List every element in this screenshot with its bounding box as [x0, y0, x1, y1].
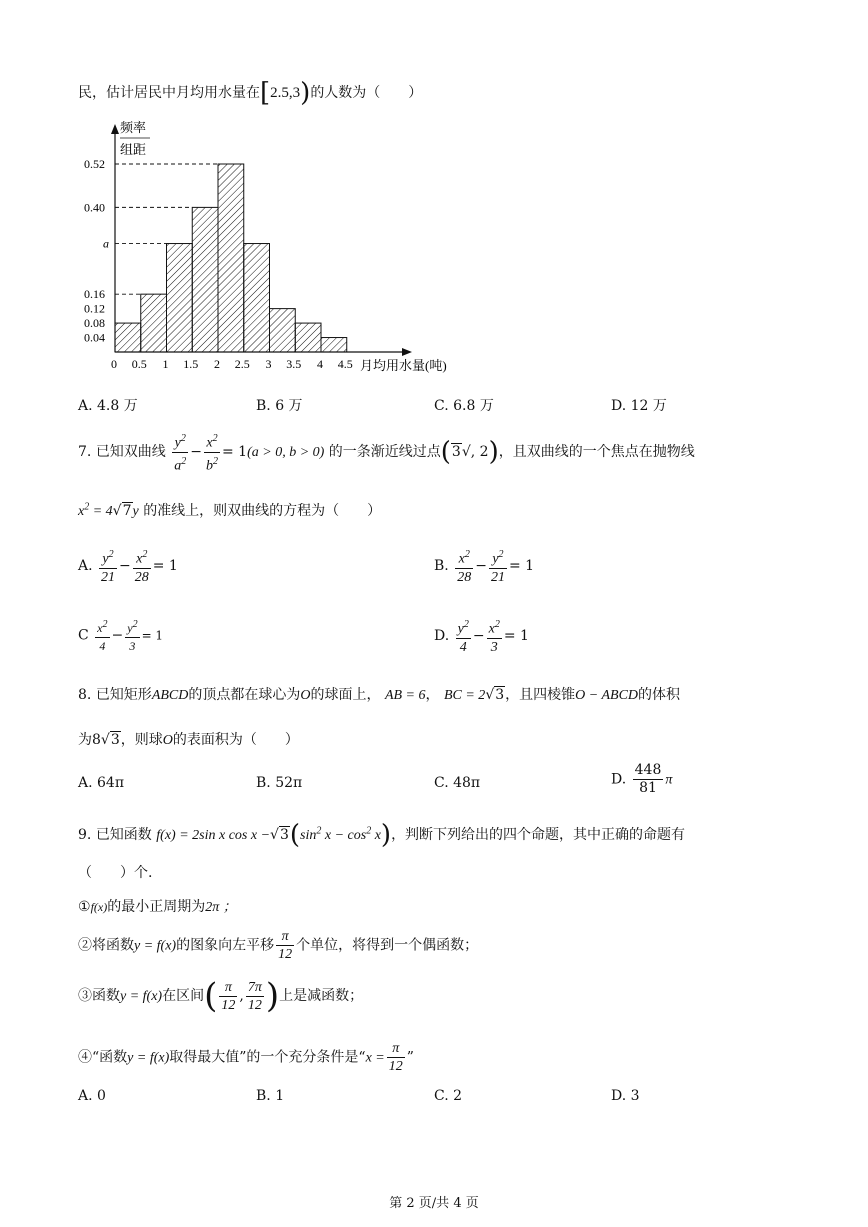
q6-option-d: D. 12 万	[611, 398, 667, 414]
q9-option-a: A. 0	[78, 1088, 106, 1104]
q7-text3: ，且双曲线的一个焦点在抛物线	[498, 444, 695, 461]
histogram-bar	[167, 244, 193, 352]
histogram-bar	[295, 323, 321, 352]
histogram-bar	[321, 338, 347, 352]
q7-option-d: D. $\frac{y^2}{4}$ − $\frac{x^2}{3}$ = 1	[434, 616, 529, 656]
histogram-chart	[70, 116, 447, 378]
q9-option-d: D. 3	[611, 1088, 640, 1104]
x-tick-label: 2	[214, 357, 220, 371]
q6-stem-prefix: 民，估计居民中月均用水量在	[78, 85, 260, 101]
histogram-bar	[244, 244, 270, 352]
x-tick-label: 0.5	[131, 357, 147, 371]
histogram-bar	[115, 323, 141, 352]
x-tick-label: 1	[162, 357, 169, 371]
q6-stem: 民，估计居民中月均用水量在[2.5,3)的人数为（ ）	[78, 78, 423, 108]
q8-number: 8.	[78, 687, 92, 703]
y-tick-label: 0.40	[84, 200, 105, 215]
q6-option-c: C. 6.8 万	[434, 398, 494, 414]
y-tick-label: 0.16	[84, 287, 105, 302]
y-label-top: 频率	[120, 120, 147, 135]
q9-number: 9.	[78, 827, 92, 843]
y-tick-label: 0.08	[84, 316, 105, 331]
y-tick-label: a	[103, 236, 109, 251]
q9-statement-2: ②将函数y = f(x)的图象向左平移 $\frac{\pi}{12}$ 个单位，将得到一个偶函数；	[78, 929, 479, 962]
q9-option-b: B. 1	[256, 1088, 285, 1104]
x-tick-label: 3	[265, 357, 272, 371]
q8-line1: 8. 已知矩形ABCD的顶点都在球心为O的球面上， AB = 6， BC = 2√3，且四棱锥O − ABCD的体积	[78, 687, 681, 703]
q7-line2: $x^2 = 4√7y$ 的准线上，则双曲线的方程为（ ）	[78, 501, 382, 519]
q7-option-c: C $\frac{x^2}{4}$ − $\frac{y^2}{3}$ = 1	[78, 616, 163, 655]
q7-eq-frac1: $\frac{y^2}{a^2}$	[172, 430, 188, 474]
q8-line2: 为8√3，则球O的表面积为（ ）	[78, 732, 299, 748]
y-tick-label: 0.04	[84, 330, 105, 345]
q6-option-b: B. 6 万	[256, 398, 303, 414]
y-axis-arrow	[111, 124, 119, 134]
q7-number: 7.	[78, 444, 92, 461]
q8-option-a: A. 64π	[78, 775, 125, 791]
q9-statement-1: ①f(x)的最小正周期为2π ；	[78, 899, 237, 915]
x-axis-arrow	[402, 348, 412, 356]
histogram-bar	[218, 164, 244, 352]
x-tick-label: 3.5	[286, 357, 302, 371]
q7-option-b: B. $\frac{x^2}{28}$ − $\frac{y^2}{21}$ = 1	[434, 546, 534, 586]
q9-statement-3: ③函数y = f(x)在区间( $\frac{\pi}{12}$ , $\frac{7\pi}{12}$ )上是减函数；	[78, 976, 364, 1016]
q6-stem-suffix: 的人数为（ ）	[310, 85, 423, 101]
q9-option-c: C. 2	[434, 1088, 463, 1104]
q6-interval: 2.5,3	[270, 85, 301, 101]
x-tick-label: 4	[317, 357, 323, 371]
q6-option-a: A. 4.8 万	[78, 398, 138, 414]
q9-line2: （ ）个.	[78, 865, 153, 881]
q7-eq-frac2: $\frac{x^2}{b^2}$	[204, 430, 220, 474]
q7-text4: 的准线上，则双曲线的方程为（ ）	[143, 503, 382, 519]
q9-statement-4: ④“函数y = f(x)取得最大值”的一个充分条件是“x = $\frac{\pi}{12}$ ”	[78, 1041, 414, 1074]
q8-option-b: B. 52π	[256, 775, 303, 791]
q7-line1: 7. 已知双曲线 $\frac{y^2}{a^2}$ − $\frac{x^2}{b^2}$ = 1(a > 0, b > 0) 的一条渐近线过点(3√, 2)，且双曲线的一个焦点在抛物线	[78, 430, 695, 474]
page-footer: 第 2 页/共 4 页	[389, 1196, 479, 1211]
x-label: 月均用水量(吨)	[360, 358, 447, 373]
y-label-bottom: 组距	[120, 142, 147, 157]
y-tick-label: 0.52	[84, 157, 105, 171]
q7-text1: 已知双曲线	[95, 444, 166, 461]
histogram-bar	[141, 294, 167, 352]
x-tick-label: 2.5	[234, 357, 250, 371]
q9-line1: 9. 已知函数 f(x) = 2sin x $\cos x -√3(\sin^2$ $x - \cos^2 x$)，判断下列给出的四个命题，其中正确的命题有	[78, 820, 686, 850]
q7-condition: (a > 0, b > 0)	[247, 445, 325, 461]
q8-option-c: C. 48π	[434, 775, 481, 791]
x-tick-label: 4.5	[337, 357, 353, 371]
x-tick-label: 1.5	[183, 357, 199, 371]
q7-text2: 的一条渐近线过点	[328, 444, 441, 461]
y-tick-label: 0.12	[84, 301, 105, 316]
histogram-bar	[192, 207, 218, 352]
histogram-bar	[270, 309, 296, 352]
q7-option-a: A. $\frac{y^2}{21}$ − $\frac{x^2}{28}$ = 1	[78, 546, 178, 586]
q8-option-d: D. $\frac{448}{81}$ π	[611, 762, 673, 796]
x-tick-label: 0	[111, 357, 117, 371]
